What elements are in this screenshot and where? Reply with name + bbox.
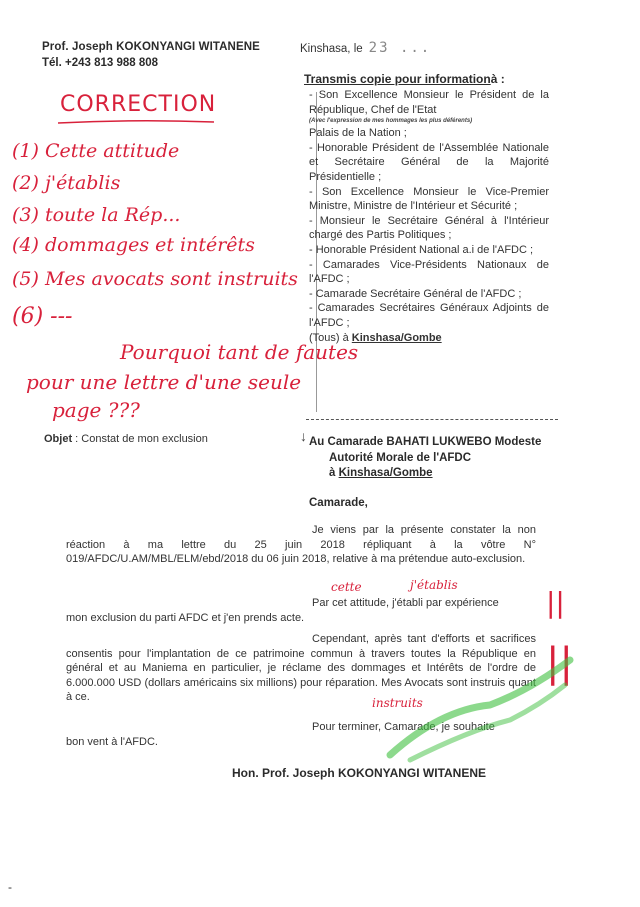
copy-item: Palais de la Nation ;	[309, 127, 407, 140]
correction-underline	[56, 118, 216, 126]
recipient-line1: Au Camarade BAHATI LUKWEBO Modeste	[309, 436, 542, 448]
copy-item: - Son Excellence Monsieur le Vice-Premier Ministre, Ministre de l'Intérieur et Sécurité ;	[309, 185, 549, 213]
sender-name: Prof. Joseph KOKONYANGI WITANENE	[42, 41, 260, 53]
paragraph-2: Par cet attitude, j'établi par expérience mon exclusion du parti AFDC et j'en prends acte.	[66, 597, 499, 624]
correction-title: CORRECTION	[60, 92, 217, 117]
copy-item: - Honorable Président de l'Assemblée Nationale et Secrétaire Général de la Majorité Présidentielle ;	[309, 141, 549, 183]
paragraph-4: Pour terminer, Camarade, je souhaite bon vent à l'AFDC.	[66, 721, 495, 748]
recipient-line3: à Kinshasa/Gombe	[329, 467, 433, 479]
copy-item: - Camarades Secrétaires Généraux Adjoints de l'AFDC ;	[309, 302, 549, 329]
copy-item: - Camarades Vice-Présidents Nationaux de l'AFDC ;	[309, 258, 549, 286]
copy-closing: (Tous) à Kinshasa/Gombe	[309, 331, 442, 344]
paragraph-1: Je viens par la présente constater la non réaction à ma lettre du 25 juin 2018 répliquant à la vôtre N° 019/AFDC/U.AM/MBL/ELM/ebd/2018 du 06 juin 2018, relative à ma prétendue auto-exclusion.	[66, 524, 536, 566]
margin-correction-cette: cette	[331, 580, 362, 594]
correction-item-1: (1) Cette attitude	[12, 140, 180, 162]
margin-correction-etablis: j'établis	[410, 578, 458, 592]
correction-question-line1: Pourquoi tant de fautes	[120, 340, 359, 364]
margin-correction-instruits: instruits	[372, 696, 423, 710]
handwritten-date: 23 ...	[368, 40, 432, 56]
copy-note: (Avec l'expression de mes hommages les plus déférents)	[309, 118, 473, 125]
sender-phone: Tél. +243 813 988 808	[42, 57, 159, 69]
correction-question-line3: page ???	[52, 398, 140, 422]
copy-item: - Honorable Président National a.i de l'AFDC ;	[309, 243, 534, 256]
copies-title: Transmis copie pour informationà :	[304, 72, 505, 86]
correction-question-line2: pour une lettre d'une seule	[26, 370, 302, 394]
copy-item: - Camarade Secrétaire Général de l'AFDC ;	[309, 287, 522, 300]
place-date-label: Kinshasa, le	[300, 43, 363, 55]
tick-mark: ↓	[300, 428, 307, 444]
copies-list	[309, 88, 549, 345]
copies-separator	[306, 419, 558, 420]
copy-item: - Son Excellence Monsieur le Président de la République, Chef de l'Etat	[309, 89, 549, 116]
salutation: Camarade,	[309, 497, 368, 509]
recipient-block	[309, 435, 541, 482]
correction-item-3: (3) toute la Rép...	[12, 204, 181, 226]
correction-item-6: (6) ---	[12, 304, 73, 329]
green-scribble	[380, 650, 580, 770]
recipient-line2: Autorité Morale de l'AFDC	[329, 451, 472, 464]
letter-subject: Objet : Constat de mon exclusion	[44, 433, 208, 445]
correction-item-2: (2) j'établis	[12, 172, 121, 194]
margin-bars-1: ||	[546, 586, 565, 619]
copy-item: - Monsieur le Secrétaire Général à l'Intérieur chargé des Partis Politiques ;	[309, 214, 549, 242]
paragraph-3: Cependant, après tant d'efforts et sacrifices consentis pour l'implantation de ce patrimoine commun à travers toutes la République en général et au Maniema en particulier, je réclame des dommages et Intérêts de l'ordre de 6.000.000 USD (dollars américains six millions) pour réparation. Mes Avocats sont instruis quant à ce.	[66, 633, 536, 704]
signature-name: Hon. Prof. Joseph KOKONYANGI WITANENE	[232, 766, 487, 780]
margin-bars-2: ||	[546, 640, 573, 686]
correction-item-5: (5) Mes avocats sont instruits	[12, 268, 298, 290]
place-date	[300, 40, 431, 56]
footer-mark: -	[8, 880, 12, 894]
correction-item-4: (4) dommages et intérêts	[12, 234, 255, 256]
